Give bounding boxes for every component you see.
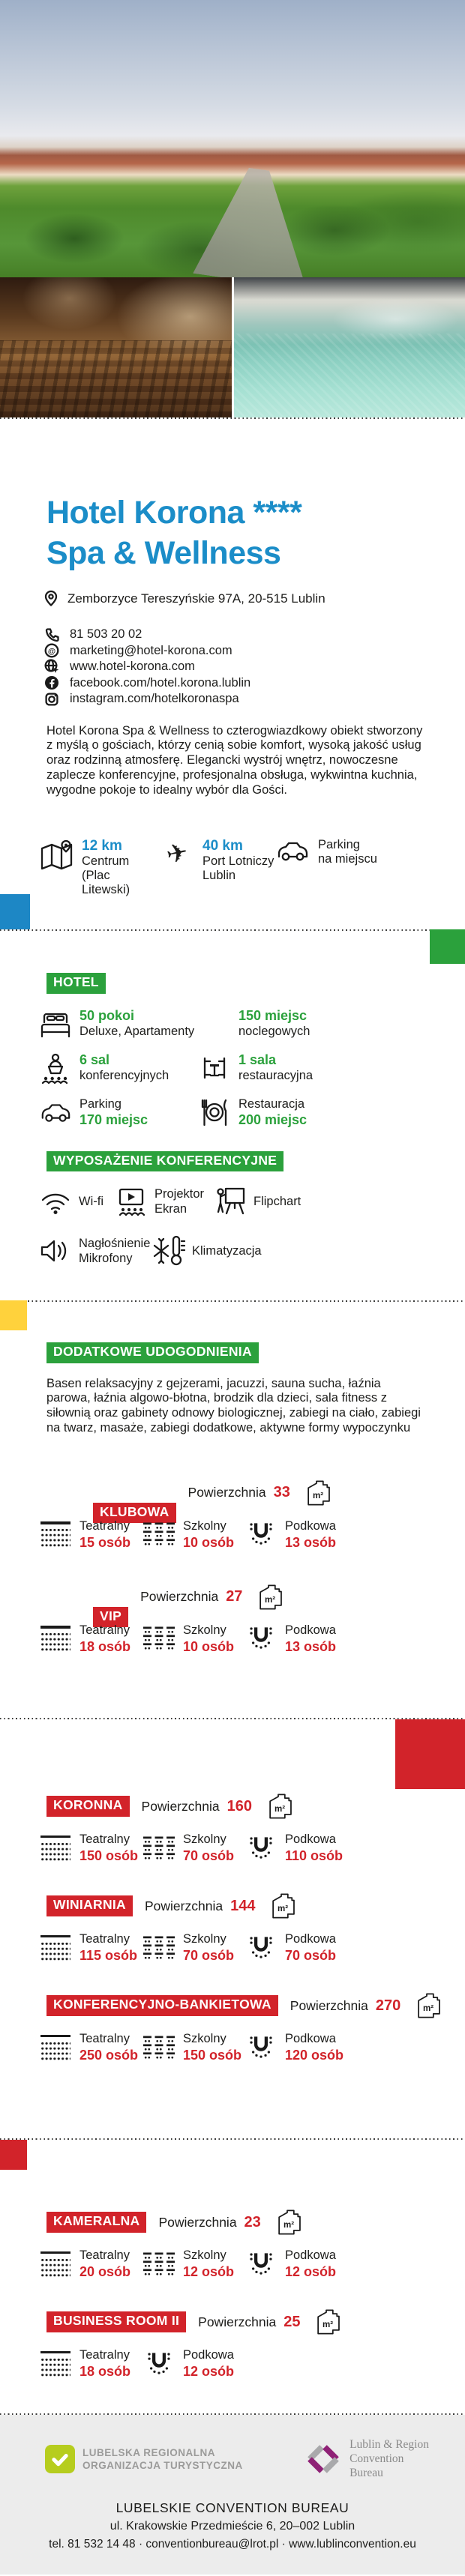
equipment-row-2: [39, 1233, 465, 1269]
layout-label: Szkolny: [183, 1623, 226, 1637]
layout-label: Podkowa: [285, 1518, 336, 1533]
layout-label: Szkolny: [183, 1833, 226, 1846]
room-layouts: [39, 2248, 465, 2280]
area-value: 270: [375, 1997, 401, 2014]
contact-row[interactable]: [44, 675, 418, 692]
layout-capacity: 70 osób: [285, 1948, 337, 1963]
flipchart-icon: [214, 1185, 247, 1218]
layout-label: Podkowa: [285, 1932, 336, 1946]
pool-photo: [234, 277, 465, 417]
header-section: [0, 419, 465, 929]
area-label: Powierzchnia: [198, 2314, 277, 2329]
footer-logos: [0, 2415, 465, 2480]
contact-text[interactable]: www.hotel-korona.com: [70, 660, 195, 674]
layout-capacity: 150 osób: [183, 2048, 242, 2063]
conference-room-spec: [46, 2207, 465, 2280]
layout-label: Podkowa: [285, 1833, 336, 1846]
classroom-icon: [142, 1836, 176, 1860]
lrcb-name-line2: Convention: [350, 2452, 404, 2465]
room-name-badge: KAMERALNA: [46, 2212, 146, 2233]
conference-speaker-icon: [39, 1052, 72, 1084]
layout-capacity: 12 osób: [183, 2364, 235, 2379]
svg-text:@: @: [47, 647, 56, 657]
decorative-red-square-large: [395, 1719, 465, 1789]
area-label: Powierzchnia: [158, 2214, 237, 2230]
equipment-item: [39, 1183, 115, 1219]
room-layouts: [39, 2347, 465, 2380]
layout-label: Szkolny: [183, 1518, 226, 1533]
layout-item: [244, 2248, 465, 2280]
classroom-icon: [142, 1626, 176, 1650]
bureau-address: ul. Krakowskie Przedmieście 6, 20–002 Lublin: [110, 2520, 356, 2533]
layout-capacity: 150 osób: [80, 1848, 139, 1863]
layout-label: Teatralny: [80, 2248, 130, 2262]
room-layouts: [39, 2031, 465, 2063]
equipment-row-1: [39, 1183, 465, 1219]
fact-line1: 6 sal: [80, 1052, 110, 1067]
horseshoe-icon: [244, 2033, 278, 2062]
hotel-fact: [198, 1096, 465, 1129]
lrot-name-line1: LUBELSKA REGIONALNA: [82, 2446, 215, 2458]
room-header: [46, 1791, 465, 1821]
fact-line1: 1 sala: [238, 1052, 277, 1067]
layout-item: [142, 2347, 244, 2380]
lrcb-logo: [306, 2437, 429, 2480]
page-title: [46, 492, 418, 573]
speaker-icon: [39, 1237, 72, 1265]
distance-line1: Centrum: [82, 854, 130, 869]
distance-item: [275, 838, 465, 897]
room-layouts: [39, 1518, 465, 1551]
layout-label: Podkowa: [183, 2348, 234, 2362]
area-value: 25: [284, 2313, 301, 2330]
layout-item: [244, 1832, 465, 1864]
layout-item: [142, 1518, 244, 1551]
lrcb-name-line3: Bureau: [350, 2467, 383, 2479]
hotel-fact: [39, 1052, 198, 1085]
layout-capacity: 13 osób: [285, 1638, 337, 1654]
contact-row[interactable]: [44, 659, 418, 675]
layout-label: Szkolny: [183, 2248, 226, 2262]
horseshoe-icon: [244, 1624, 278, 1653]
distance-line2: (Plac Litewski): [82, 869, 130, 897]
theater-rows-icon: [39, 1935, 72, 1961]
contact-text[interactable]: 81 503 20 02: [70, 627, 142, 642]
layout-capacity: 10 osób: [183, 1638, 235, 1654]
distance-value: 12 km: [82, 838, 122, 854]
layout-item: [142, 1832, 244, 1864]
lrcb-name-line1: Lublin & Region: [350, 2438, 429, 2451]
fact-line2: Deluxe, Apartamenty: [80, 1024, 195, 1038]
conference-room-spec: [46, 1791, 465, 1864]
lrcb-ribbon-icon: [306, 2444, 340, 2474]
area-value: 33: [273, 1484, 290, 1501]
page-title-line1: Hotel Korona ****: [46, 495, 302, 531]
equipment-line2: Mikrofony: [79, 1252, 133, 1265]
layout-label: Szkolny: [183, 2032, 226, 2045]
area-value: 27: [226, 1588, 243, 1605]
fact-line1: Restauracja: [238, 1097, 305, 1111]
globe-icon: [44, 659, 60, 675]
layout-capacity: 18 osób: [80, 2364, 131, 2379]
layout-capacity: 15 osób: [80, 1534, 131, 1550]
classroom-icon: [142, 2036, 176, 2060]
square-meter-icon: [264, 1793, 292, 1820]
conference-room-spec: [46, 1891, 465, 1964]
horseshoe-icon: [244, 1934, 278, 1962]
layout-item: [244, 1623, 465, 1655]
svg-text:m²: m²: [312, 1491, 323, 1500]
classroom-icon: [142, 1936, 176, 1960]
conference-room-spec: [46, 1478, 465, 1551]
area-value: 160: [226, 1797, 252, 1815]
contact-row[interactable]: [44, 643, 418, 660]
address-row: [44, 590, 418, 607]
theater-rows-icon: [39, 1836, 72, 1861]
room-header: [46, 1991, 465, 2021]
layout-capacity: 120 osób: [285, 2048, 344, 2063]
rooms-section-3: [0, 2140, 465, 2413]
contact-list: [44, 627, 418, 708]
layout-capacity: 115 osób: [80, 1948, 138, 1963]
conference-room-spec: [46, 1991, 465, 2063]
equipment-item: [115, 1183, 214, 1219]
area-label: Powierzchnia: [141, 1798, 220, 1814]
facebook-icon: [44, 675, 60, 690]
theater-rows-icon: [39, 1626, 72, 1651]
equipment-line1: Flipchart: [254, 1195, 302, 1208]
lrot-name-line2: ORGANIZACJA TURYSTYCZNA: [82, 2459, 243, 2471]
theater-rows-icon: [39, 2035, 72, 2060]
equipment-line1: Klimatyzacja: [192, 1244, 262, 1258]
hotel-facts: [39, 1007, 465, 1129]
room-name-badge: KONFERENCYJNO-BANKIETOWA: [46, 1995, 278, 2016]
room-name-badge: BUSINESS ROOM II: [46, 2311, 186, 2332]
hotel-fact: [39, 1096, 198, 1129]
layout-item: [142, 2248, 244, 2280]
distance-line1: Parking: [318, 838, 360, 852]
distance-row: [39, 838, 465, 897]
theater-rows-icon: [39, 1521, 72, 1547]
room-layouts: [39, 1623, 465, 1655]
hotel-fact: [198, 1007, 465, 1040]
classroom-icon: [142, 1522, 176, 1546]
layout-item: [142, 1623, 244, 1655]
bed-icon: [39, 1010, 72, 1038]
layout-capacity: 70 osób: [183, 1848, 235, 1863]
svg-text:m²: m²: [278, 1904, 289, 1913]
fact-line2: 170 miejsc: [80, 1111, 148, 1127]
footer: [0, 2415, 465, 2575]
svg-text:m²: m²: [283, 2220, 294, 2230]
horseshoe-icon: [244, 2250, 278, 2278]
classroom-icon: [142, 2252, 176, 2276]
bureau-name: LUBELSKIE CONVENTION BUREAU: [116, 2500, 350, 2515]
decorative-blue-square: [0, 894, 30, 929]
fact-line1: 50 pokoi: [80, 1007, 135, 1023]
layout-label: Teatralny: [80, 1623, 130, 1637]
svg-text:m²: m²: [265, 1595, 276, 1605]
area-label: Powierzchnia: [145, 1898, 224, 1913]
projector-screen-icon: [115, 1186, 148, 1216]
horseshoe-icon: [142, 2350, 176, 2378]
theater-rows-icon: [39, 2251, 72, 2277]
conference-room-spec: [46, 1582, 465, 1655]
equipment-item: [214, 1183, 465, 1219]
contact-text[interactable]: instagram.com/hotelkoronaspa: [70, 692, 239, 706]
distance-value: 40 km: [202, 838, 243, 854]
square-meter-icon: [302, 1479, 331, 1506]
distance-line2: Lublin: [202, 869, 236, 883]
layout-item: [39, 2347, 142, 2380]
layout-item: [142, 2031, 244, 2063]
layout-capacity: 10 osób: [183, 1534, 235, 1550]
page-title-line2: Spa & Wellness: [46, 535, 281, 571]
room-header: [46, 2307, 465, 2337]
amenities-and-rooms-section: [0, 1302, 465, 1718]
fact-line2: noclegowych: [238, 1024, 310, 1038]
equipment-line1: Projektor: [154, 1187, 205, 1201]
location-pin-icon: [44, 590, 58, 607]
horseshoe-icon: [244, 1834, 278, 1862]
contact-text[interactable]: facebook.com/hotel.korona.lublin: [70, 675, 251, 690]
instagram-icon: [44, 692, 60, 707]
square-meter-icon: [267, 1892, 296, 1919]
contact-row[interactable]: [44, 627, 418, 643]
conference-room-spec: [46, 2307, 465, 2380]
area-label: Powierzchnia: [290, 1997, 368, 2013]
layout-item: [39, 2031, 142, 2063]
area-value: 23: [244, 2213, 261, 2230]
fact-line1: 150 miejsc: [238, 1007, 308, 1023]
layout-item: [39, 1623, 142, 1655]
layout-label: Teatralny: [80, 1833, 130, 1846]
layout-item: [244, 1931, 465, 1964]
room-header: [46, 1478, 465, 1519]
decorative-yellow-square: [0, 1300, 27, 1330]
distance-line2: na miejscu: [318, 852, 377, 866]
distance-item: [160, 838, 275, 897]
decorative-red-square-small: [0, 2140, 27, 2170]
wifi-icon: [39, 1188, 72, 1215]
layout-label: Teatralny: [80, 1932, 130, 1946]
lrot-checkmark-icon: [45, 2445, 75, 2473]
hotel-description: Hotel Korona Spa & Wellness to czterogwiazdkowy obiekt stworzony z myślą o gościach, którzy cenią sobie komfort, wysoką jakość usług oraz rodzinną atmosferę. Elegancki wystrój wnętrz, nowoczesne zaplecze konferencyjne, profesjonalna obsługa, wykwintna kuchnia, wygodne pokoje to idealny wybór dla Gości.: [46, 723, 423, 797]
layout-label: Teatralny: [80, 2348, 130, 2362]
layout-label: Podkowa: [285, 2032, 336, 2045]
layout-capacity: 110 osób: [285, 1848, 344, 1863]
room-header: [46, 1582, 465, 1623]
room-name-badge: KLUBOWA: [93, 1503, 176, 1524]
layout-item: [244, 1518, 465, 1551]
fact-line2: 200 miejsc: [238, 1111, 308, 1127]
air-conditioning-icon: [152, 1234, 185, 1267]
distance-item: [39, 838, 160, 897]
amenities-text: Basen relaksacyjny z gejzerami, jacuzzi, sauna sucha, łaźnia parowa, łaźnia algowo-błotna, brodzik dla dzieci, sala fitness z siłownią oraz gabinety odnowy biologicznej, zabiegi na ciało, zabiegi na twarz, masaże, zabiegi dodatkowe, aktywne formy wypoczynku: [46, 1376, 421, 1435]
layout-label: Teatralny: [80, 2032, 130, 2045]
contact-row[interactable]: [44, 691, 418, 708]
equipment-line2: Ekran: [154, 1202, 188, 1216]
layout-item: [39, 1518, 142, 1551]
area-label: Powierzchnia: [140, 1589, 219, 1605]
room-layouts: [39, 1931, 465, 1964]
equipment-section-badge: WYPOSAŻENIE KONFERENCYJNE: [46, 1151, 284, 1172]
lrot-logo: [45, 2445, 243, 2473]
hotel-exterior-photo: [0, 0, 465, 277]
restaurant-table-icon: [198, 1052, 231, 1084]
layout-label: Teatralny: [80, 1518, 130, 1533]
theater-rows-icon: [39, 2351, 72, 2377]
svg-text:m²: m²: [423, 2003, 434, 2013]
decorative-green-square: [430, 929, 465, 964]
email-icon: [44, 643, 60, 658]
layout-item: [39, 1832, 142, 1864]
room-name-badge: VIP: [93, 1607, 128, 1628]
car-icon: [39, 1101, 72, 1123]
layout-item: [39, 1931, 142, 1964]
square-meter-icon: [273, 2209, 302, 2236]
room-name-badge: WINIARNIA: [46, 1895, 133, 1916]
room-layouts: [39, 1832, 465, 1864]
layout-item: [39, 2248, 142, 2280]
square-meter-icon: [312, 2308, 340, 2335]
room-group-3: [0, 2207, 465, 2380]
layout-item: [244, 2031, 465, 2063]
hotel-section-badge: HOTEL: [46, 973, 106, 994]
layout-capacity: 250 osób: [80, 2048, 139, 2063]
fact-line2: konferencyjnych: [80, 1068, 170, 1082]
layout-capacity: 70 osób: [183, 1948, 235, 1963]
hotel-facts-section: [0, 931, 465, 1300]
room-name-badge: KORONNA: [46, 1796, 130, 1817]
room-group-1: [0, 1478, 465, 1655]
layout-capacity: 13 osób: [285, 1534, 337, 1550]
amenities-section-badge: DODATKOWE UDOGODNIENIA: [46, 1342, 259, 1363]
svg-text:m²: m²: [274, 1804, 286, 1814]
conference-room-photo: [0, 277, 232, 417]
room-header: [46, 2207, 465, 2237]
horseshoe-icon: [244, 1520, 278, 1548]
area-label: Powierzchnia: [188, 1485, 266, 1500]
layout-label: Podkowa: [285, 2248, 336, 2262]
layout-item: [142, 1931, 244, 1964]
square-meter-icon: [412, 1992, 441, 2019]
hotel-fact: [39, 1007, 198, 1040]
fact-line2: restauracyjna: [238, 1068, 314, 1082]
hotel-fact: [198, 1052, 465, 1085]
phone-icon: [44, 627, 60, 642]
equipment-item: [152, 1233, 465, 1269]
restaurant-plate-icon: [198, 1097, 231, 1128]
bureau-block: [0, 2498, 465, 2554]
photo-row: [0, 277, 465, 417]
layout-capacity: 20 osób: [80, 2264, 131, 2279]
area-value: 144: [230, 1897, 256, 1914]
layout-capacity: 12 osób: [285, 2264, 337, 2279]
equipment-line1: Nagłośnienie: [79, 1237, 151, 1250]
hotel-address: Zemborzyce Tereszyńskie 97A, 20-515 Lublin: [68, 591, 326, 606]
room-group-2: [0, 1791, 465, 2063]
layout-capacity: 18 osób: [80, 1638, 131, 1654]
map-icon: [39, 838, 74, 871]
equipment-line1: Wi-fi: [79, 1195, 104, 1208]
layout-label: Podkowa: [285, 1623, 336, 1637]
car-icon: [275, 838, 310, 862]
equipment-item: [39, 1233, 152, 1269]
contact-text[interactable]: marketing@hotel-korona.com: [70, 643, 232, 657]
distance-line1: Port Lotniczy: [202, 854, 274, 869]
fact-line1: Parking: [80, 1097, 122, 1111]
layout-label: Szkolny: [183, 1932, 226, 1946]
square-meter-icon: [254, 1584, 283, 1611]
bureau-contact[interactable]: tel. 81 532 14 48 · conventionbureau@lrot.pl · www.lublinconvention.eu: [49, 2538, 416, 2551]
room-header: [46, 1891, 465, 1921]
plane-icon: ✈: [163, 836, 191, 872]
layout-capacity: 12 osób: [183, 2264, 235, 2279]
svg-text:m²: m²: [322, 2320, 334, 2329]
